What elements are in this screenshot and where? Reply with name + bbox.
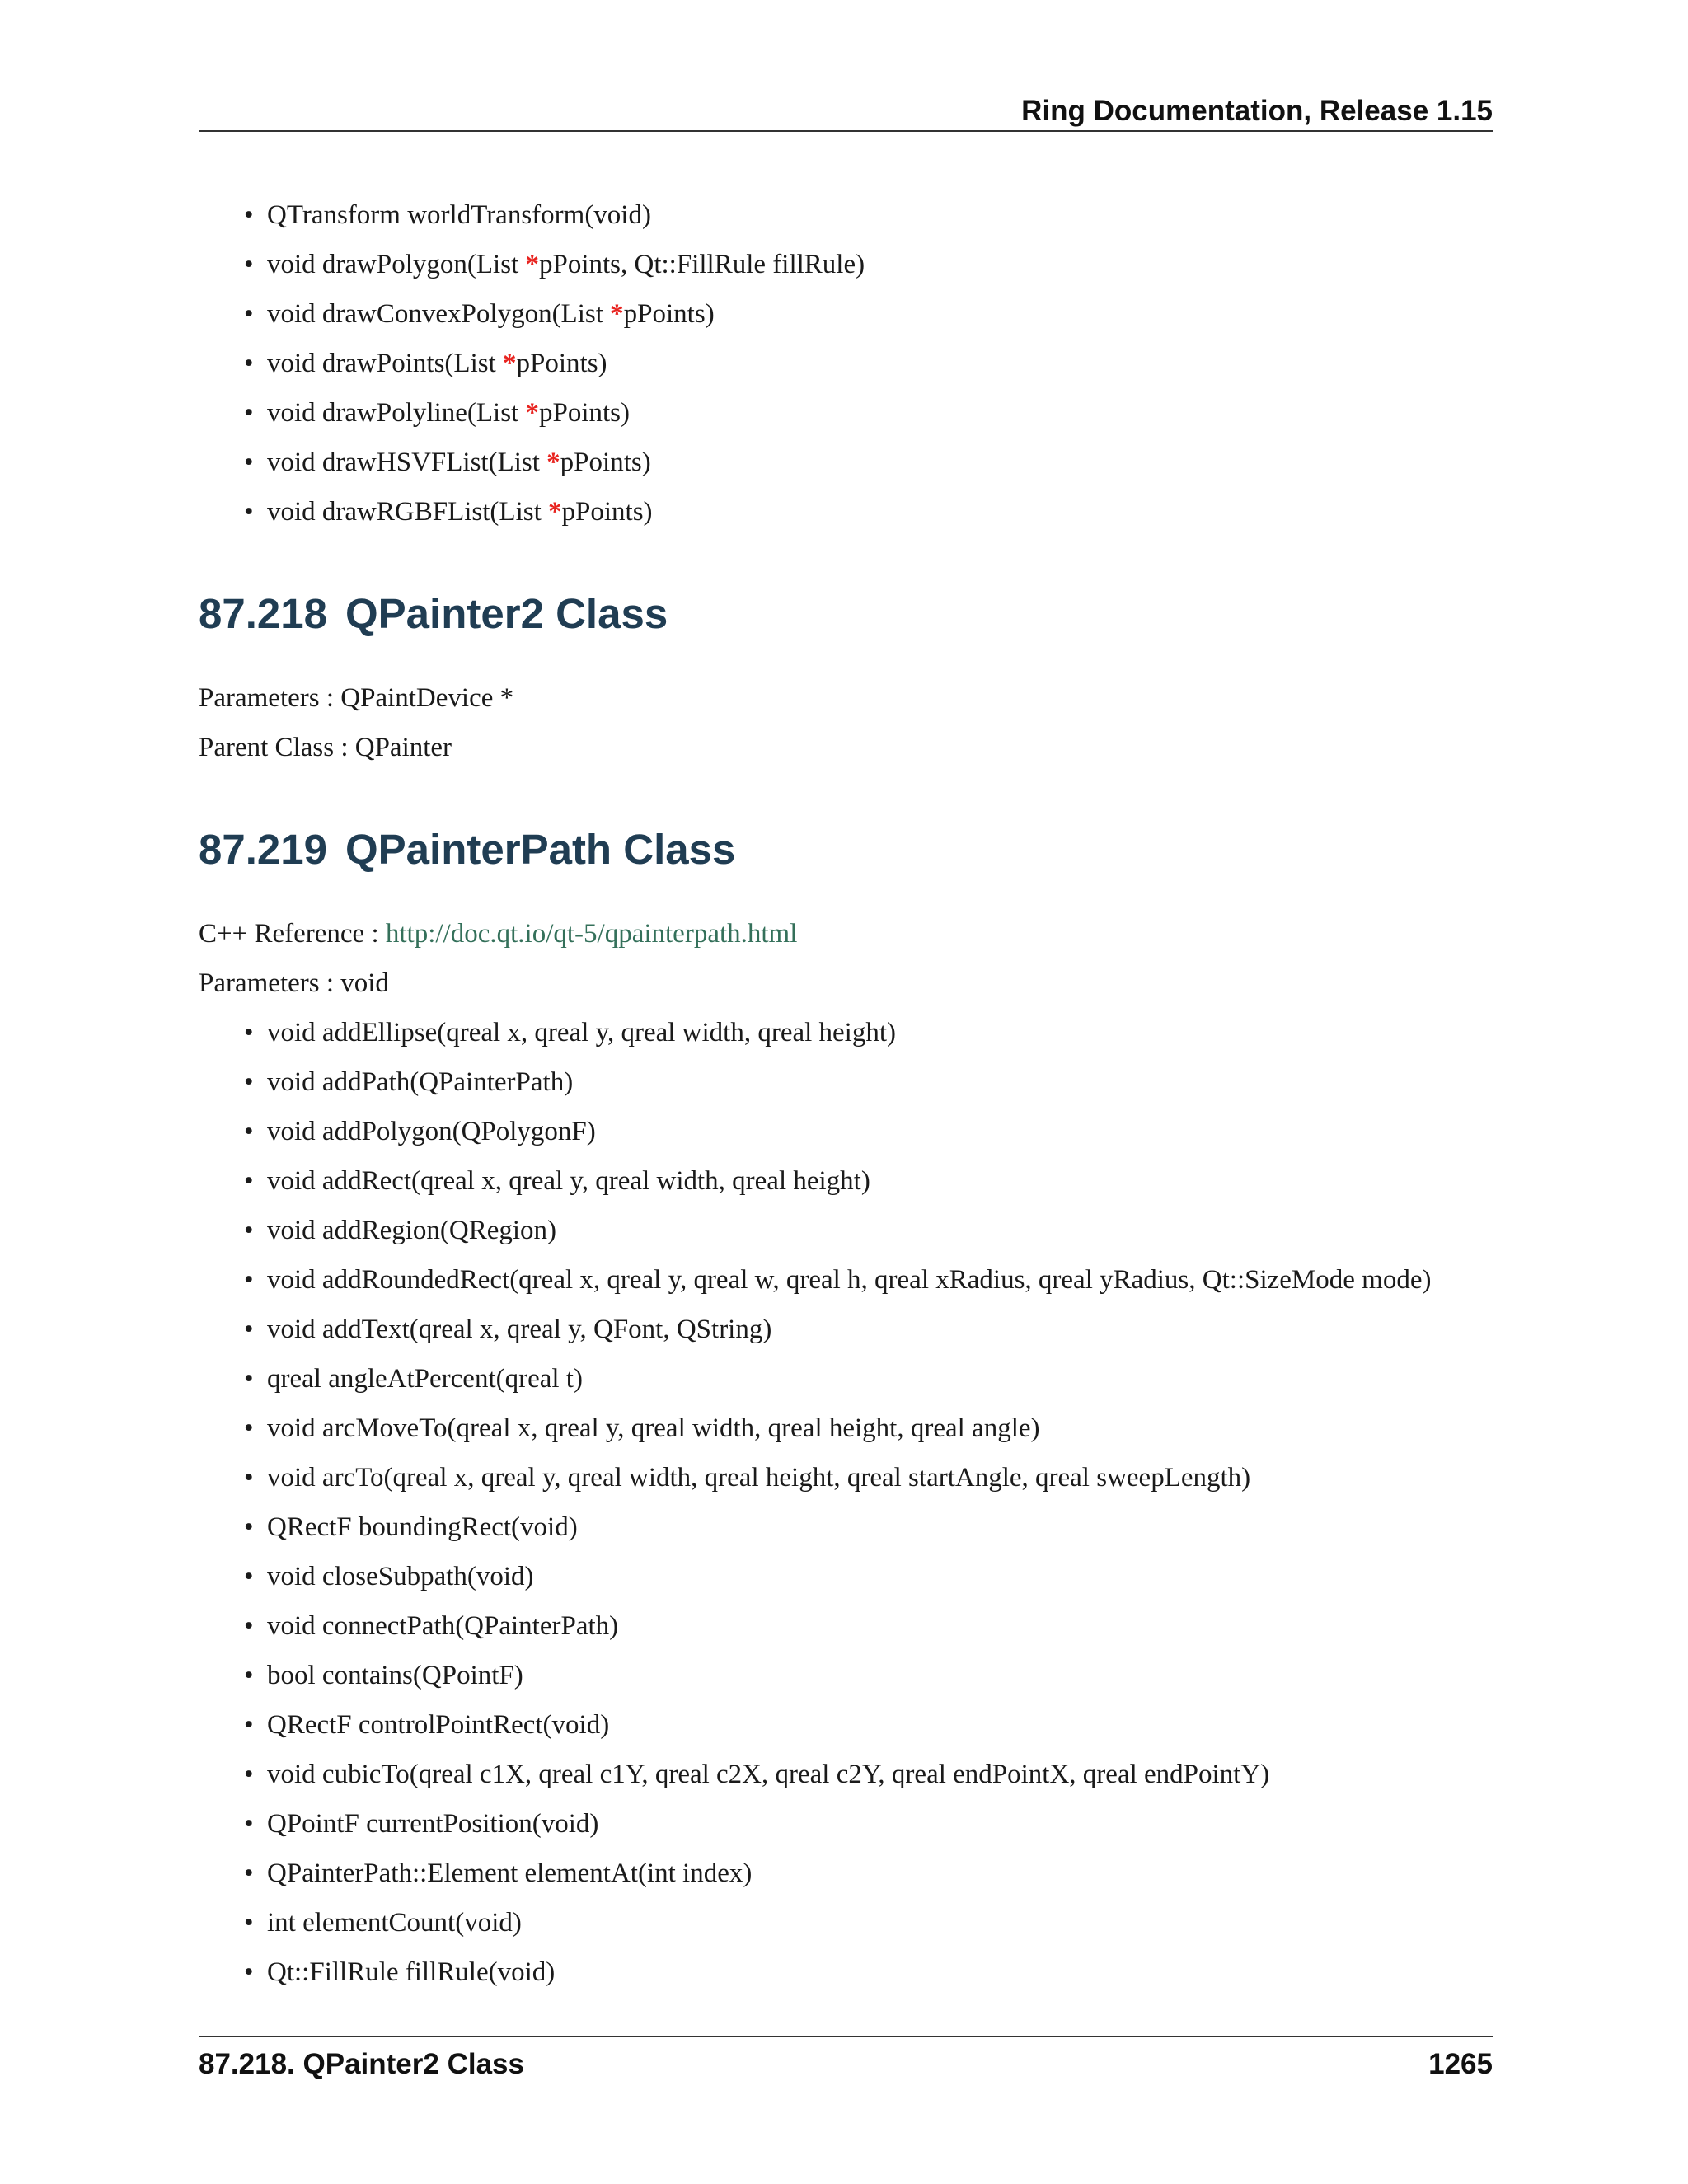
running-footer	[199, 2036, 1493, 2085]
list-item	[199, 1849, 1493, 1898]
bullet-icon: •	[244, 1512, 254, 1542]
list-item	[199, 1255, 1493, 1305]
section-heading	[199, 821, 1493, 879]
method-text-rest: pPoints)	[623, 299, 715, 329]
list-item	[199, 1552, 1493, 1601]
method-text: void addRoundedRect(qreal x, qreal y, qreal w, qreal h, qreal xRadius, qreal yRadius, Qt::SizeMode mode)	[267, 1265, 1432, 1295]
qpainterpath-body	[199, 909, 1493, 1997]
method-text-rest: pPoints)	[561, 497, 653, 527]
section-number: 87.218	[199, 590, 327, 637]
method-text: QTransform worldTransform(void)	[267, 200, 651, 230]
bullet-icon: •	[244, 1562, 254, 1591]
bullet-icon: •	[244, 1809, 254, 1839]
bullet-icon: •	[244, 1661, 254, 1690]
section-number: 87.219	[199, 826, 327, 873]
bullet-icon: •	[244, 1957, 254, 1987]
bullet-icon: •	[244, 1315, 254, 1344]
section-heading	[199, 585, 1493, 643]
bullet-icon: •	[244, 1364, 254, 1394]
bullet-icon: •	[244, 1463, 254, 1493]
method-text: void arcMoveTo(qreal x, qreal y, qreal width, qreal height, qreal angle)	[267, 1413, 1040, 1443]
method-text: void drawConvexPolygon(List	[267, 299, 611, 329]
method-text: void drawPoints(List	[267, 349, 503, 378]
list-item	[199, 1057, 1493, 1107]
bullet-icon: •	[244, 1858, 254, 1888]
list-item	[199, 190, 1493, 240]
bullet-icon: •	[244, 1413, 254, 1443]
method-text: Qt::FillRule fillRule(void)	[267, 1957, 556, 1987]
method-text-rest: pPoints)	[560, 448, 651, 477]
list-item	[199, 1898, 1493, 1947]
method-text: void connectPath(QPainterPath)	[267, 1611, 619, 1641]
list-item	[199, 1947, 1493, 1997]
list-item	[199, 1502, 1493, 1552]
bullet-icon: •	[244, 1117, 254, 1146]
method-text: void drawRGBFList(List	[267, 497, 549, 527]
list-item	[199, 339, 1493, 388]
list-item	[199, 1156, 1493, 1206]
bullet-icon: •	[244, 1611, 254, 1641]
page-number: 1265	[1428, 2048, 1493, 2080]
method-text: bool contains(QPointF)	[267, 1661, 523, 1690]
list-item	[199, 438, 1493, 487]
qpainter2-body	[199, 673, 1493, 772]
parameters-text: Parameters : QPaintDevice *	[199, 683, 514, 713]
list-item	[199, 487, 1493, 537]
bullet-icon: •	[244, 1710, 254, 1740]
pointer-asterisk: *	[525, 250, 539, 279]
pointer-asterisk: *	[503, 349, 517, 378]
cpp-reference	[199, 909, 1493, 958]
running-header	[199, 92, 1493, 132]
method-text: QPointF currentPosition(void)	[267, 1809, 599, 1839]
method-text: void addPolygon(QPolygonF)	[267, 1117, 596, 1146]
bullet-icon: •	[244, 1760, 254, 1789]
list-item	[199, 289, 1493, 339]
method-text: QRectF boundingRect(void)	[267, 1512, 578, 1542]
method-text-rest: pPoints, Qt::FillRule fillRule)	[538, 250, 865, 279]
list-item	[199, 1750, 1493, 1799]
list-item	[199, 1008, 1493, 1057]
method-text: QRectF controlPointRect(void)	[267, 1710, 610, 1740]
section-qpainter2	[199, 585, 1493, 643]
method-text: void addRegion(QRegion)	[267, 1216, 557, 1245]
section-title: QPainter2 Class	[345, 590, 668, 637]
bullet-icon: •	[244, 299, 254, 329]
method-text-rest: pPoints)	[538, 398, 630, 428]
list-item	[199, 1601, 1493, 1651]
top-method-list	[199, 190, 1493, 537]
list-item	[199, 388, 1493, 438]
list-item	[199, 1206, 1493, 1255]
method-text: QPainterPath::Element elementAt(int index)	[267, 1858, 753, 1888]
list-item	[199, 1700, 1493, 1750]
pointer-asterisk: *	[610, 299, 624, 329]
method-text: void drawPolygon(List	[267, 250, 526, 279]
method-text: qreal angleAtPercent(qreal t)	[267, 1364, 583, 1394]
list-item	[199, 1354, 1493, 1404]
section-qpainterpath	[199, 821, 1493, 879]
method-text: void addRect(qreal x, qreal y, qreal width, qreal height)	[267, 1166, 870, 1196]
bullet-icon: •	[244, 1018, 254, 1047]
method-text: void addPath(QPainterPath)	[267, 1067, 574, 1097]
method-text: void addEllipse(qreal x, qreal y, qreal width, qreal height)	[267, 1018, 897, 1047]
method-text: int elementCount(void)	[267, 1908, 522, 1938]
parent-class-text: Parent Class : QPainter	[199, 733, 452, 762]
list-item	[199, 1404, 1493, 1453]
bullet-icon: •	[244, 1166, 254, 1196]
method-list	[199, 1008, 1493, 1997]
bullet-icon: •	[244, 349, 254, 378]
bullet-icon: •	[244, 448, 254, 477]
reference-link[interactable]: http://doc.qt.io/qt-5/qpainterpath.html	[385, 919, 798, 949]
method-text: void drawPolyline(List	[267, 398, 526, 428]
bullet-icon: •	[244, 497, 254, 527]
method-text: void closeSubpath(void)	[267, 1562, 534, 1591]
list-item	[199, 1305, 1493, 1354]
method-text: void addText(qreal x, qreal y, QFont, QString)	[267, 1315, 772, 1344]
list-item	[199, 1799, 1493, 1849]
bullet-icon: •	[244, 250, 254, 279]
bullet-icon: •	[244, 200, 254, 230]
method-text: void drawHSVFList(List	[267, 448, 547, 477]
header-title: Ring Documentation, Release 1.15	[1021, 95, 1493, 127]
method-text: void cubicTo(qreal c1X, qreal c1Y, qreal c2X, qreal c2Y, qreal endPointX, qreal endPointY)	[267, 1760, 1270, 1789]
bullet-icon: •	[244, 1908, 254, 1938]
document-page	[199, 0, 1493, 2184]
method-text: void arcTo(qreal x, qreal y, qreal width, qreal height, qreal startAngle, qreal sweepLength)	[267, 1463, 1251, 1493]
method-text-rest: pPoints)	[516, 349, 607, 378]
bullet-icon: •	[244, 1216, 254, 1245]
parameters-text: Parameters : void	[199, 968, 389, 998]
footer-section: 87.218. QPainter2 Class	[199, 2048, 524, 2080]
section-title: QPainterPath Class	[345, 826, 736, 873]
bullet-icon: •	[244, 1265, 254, 1295]
pointer-asterisk: *	[546, 448, 560, 477]
pointer-asterisk: *	[525, 398, 539, 428]
reference-label: C++ Reference :	[199, 919, 386, 949]
bullet-icon: •	[244, 1067, 254, 1097]
list-item	[199, 240, 1493, 289]
pointer-asterisk: *	[548, 497, 562, 527]
bullet-icon: •	[244, 398, 254, 428]
list-item	[199, 1453, 1493, 1502]
list-item	[199, 1107, 1493, 1156]
list-item	[199, 1651, 1493, 1700]
